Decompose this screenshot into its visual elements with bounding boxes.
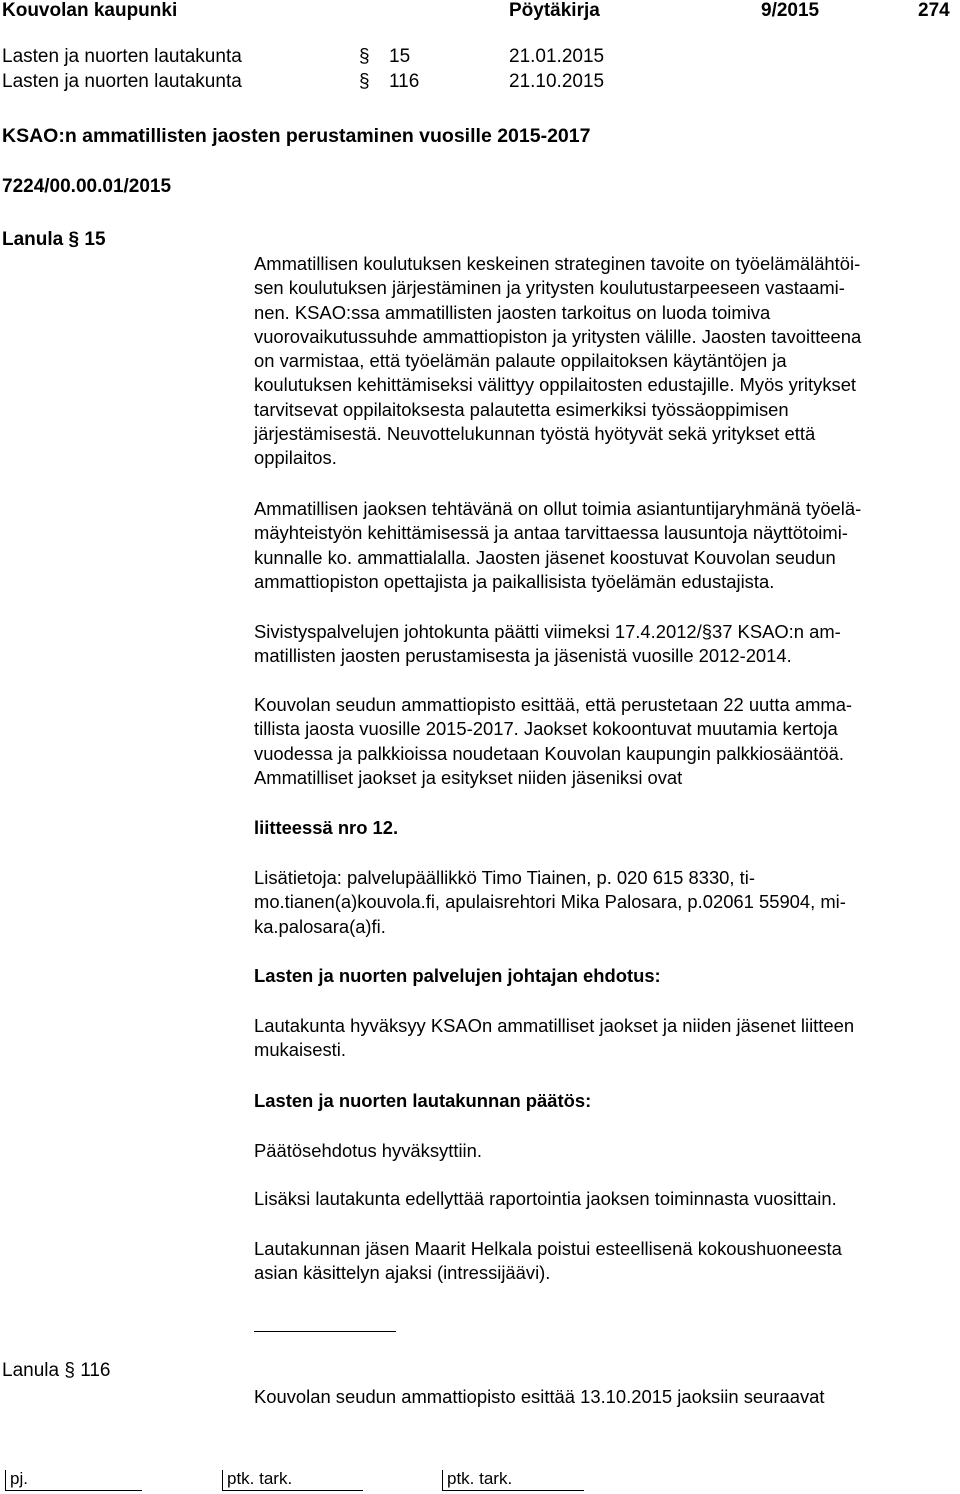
text-line: Kouvolan seudun ammattiopisto esittää, että perustetaan 22 uutta amma- xyxy=(254,694,853,715)
text-line: Lisäksi lautakunta edellyttää raportointia jaoksen toiminnasta vuosittain. xyxy=(254,1188,837,1209)
section-symbol: § xyxy=(64,1360,75,1381)
text-line: Lasten ja nuorten palvelujen johtajan ehdotus: xyxy=(254,965,661,986)
text-line: Sivistyspalvelujen johtokunta päätti viimeksi 17.4.2012/§37 KSAO:n am- xyxy=(254,621,841,642)
text-line: Ammatilliset jaokset ja esitykset niiden jäseniksi ovat xyxy=(254,766,683,788)
section-label-116 xyxy=(2,1359,111,1383)
decision-approved xyxy=(254,1139,954,1163)
section-label-15 xyxy=(2,228,106,252)
section-symbol: § xyxy=(68,229,80,250)
text-line: nen. KSAO:ssa ammatillisten jaosten tarkoitus on luoda toimiva xyxy=(254,301,771,323)
text-line: järjestämisestä. Neuvottelukunnan työstä hyötyvät sekä yritykset että xyxy=(254,423,816,445)
text-line: Lautakunnan jäsen Maarit Helkala poistui esteellisenä kokoushuoneesta xyxy=(254,1238,842,1259)
text-line: matillisten jaosten perustamisesta ja jäsenistä vuosille 2012-2014. xyxy=(254,645,792,667)
text-line: kunnalle ko. ammattialalla. Jaosten jäsenet koostuvat Kouvolan seudun xyxy=(254,546,836,568)
decision-heading xyxy=(254,1089,954,1113)
paragraph-contacts xyxy=(254,866,954,939)
section-symbol: § xyxy=(359,46,370,67)
text-line: mo.tianen(a)kouvola.fi, apulaisrehtori Mika Palosara, p.02061 55904, mi- xyxy=(254,891,846,913)
attachment-reference xyxy=(254,816,954,840)
paragraph-tasks xyxy=(254,497,954,594)
meeting-date: 21.01.2015 xyxy=(509,46,605,67)
text-line: oppilaitos. xyxy=(254,447,337,469)
section-number: 116 xyxy=(80,1360,111,1381)
section-author: Lanula xyxy=(2,229,64,250)
section-separator xyxy=(254,1331,396,1332)
document-type: Pöytäkirja xyxy=(509,0,600,21)
text-line: ka.palosara(a)fi. xyxy=(254,915,386,937)
text-line: tarvitsevat oppilaitoksesta palautetta esimerkiksi työssäoppimisen xyxy=(254,398,789,420)
text-line: Ammatillisen koulutuksen keskeinen strateginen tavoite on työelämälähtöi- xyxy=(254,253,861,274)
page-number: 274 xyxy=(918,0,950,21)
text-line: Kouvolan seudun ammattiopisto esittää 13.10.2015 jaoksiin seuraavat xyxy=(254,1386,825,1407)
section-116-text xyxy=(254,1385,954,1409)
section-number: 116 xyxy=(389,71,420,92)
organization-name: Kouvolan kaupunki xyxy=(2,0,178,21)
signature-tick xyxy=(5,1470,6,1491)
text-line: sen koulutuksen järjestäminen ja yritysten koulutustarpeeseen vastaami- xyxy=(254,277,845,299)
signature-tick xyxy=(222,1470,223,1491)
text-line: tillista jaosta vuosille 2015-2017. Jaokset kokoontuvat muutamia kertoja xyxy=(254,718,838,740)
text-line: asian käsittelyn ajaksi (intressijäävi). xyxy=(254,1262,551,1284)
signature-tick xyxy=(442,1470,443,1491)
text-line: vuodessa ja palkkioissa noudetaan Kouvolan kaupungin palkkiosääntöä. xyxy=(254,742,844,764)
text-line: mäyhteistyön kehittämisessä ja antaa tarvittaessa lausuntoja näyttötoimi- xyxy=(254,522,848,544)
text-line: liitteessä nro 12. xyxy=(254,817,399,838)
chair-signature-label: pj. xyxy=(10,1469,28,1488)
section-symbol: § xyxy=(359,71,370,92)
issue-number: 9/2015 xyxy=(761,0,820,21)
paragraph-goals xyxy=(254,252,954,471)
meeting-body: Lasten ja nuorten lautakunta xyxy=(2,71,242,92)
reference-number: 7224/00.00.01/2015 xyxy=(2,176,172,197)
section-author: Lanula xyxy=(2,1360,60,1381)
checker1-signature-line xyxy=(222,1490,363,1491)
text-line: Ammatillisen jaoksen tehtävänä on ollut toimia asiantuntijaryhmänä työelä- xyxy=(254,498,862,519)
paragraph-proposal-detail xyxy=(254,693,954,790)
proposal-text xyxy=(254,1014,954,1063)
chair-signature-line xyxy=(5,1490,142,1491)
text-line: ammattiopiston opettajista ja paikallisista työelämän edustajista. xyxy=(254,570,775,592)
checker2-signature-label: ptk. tark. xyxy=(447,1469,513,1488)
meeting-body: Lasten ja nuorten lautakunta xyxy=(2,46,242,67)
paragraph-history xyxy=(254,620,954,669)
text-line: Päätösehdotus hyväksyttiin. xyxy=(254,1140,482,1161)
text-line: vuorovaikutussuhde ammattiopiston ja yritysten välille. Jaosten tavoitteena xyxy=(254,325,862,347)
text-line: Lautakunta hyväksyy KSAOn ammatilliset jaokset ja niiden jäsenet liitteen xyxy=(254,1015,855,1036)
checker2-signature-line xyxy=(442,1490,584,1491)
text-line: Lisätietoja: palvelupäällikkö Timo Tiainen, p. 020 615 8330, ti- xyxy=(254,867,755,888)
document-title: KSAO:n ammatillisten jaosten perustaminen vuosille 2015-2017 xyxy=(2,125,591,147)
meeting-date: 21.10.2015 xyxy=(509,71,605,92)
section-number: 15 xyxy=(389,46,411,67)
checker1-signature-label: ptk. tark. xyxy=(227,1469,293,1488)
text-line: koulutuksen kehittämiseksi välittyy oppilaitosten edustajille. Myös yritykset xyxy=(254,374,857,396)
decision-disqualification xyxy=(254,1237,954,1286)
text-line: on varmistaa, että työelämän palaute oppilaitoksen käytäntöjen ja xyxy=(254,350,787,372)
text-line: mukaisesti. xyxy=(254,1039,346,1061)
proposal-heading xyxy=(254,964,954,988)
decision-reporting xyxy=(254,1187,954,1211)
section-number: 15 xyxy=(84,229,106,250)
text-line: Lasten ja nuorten lautakunnan päätös: xyxy=(254,1090,592,1111)
